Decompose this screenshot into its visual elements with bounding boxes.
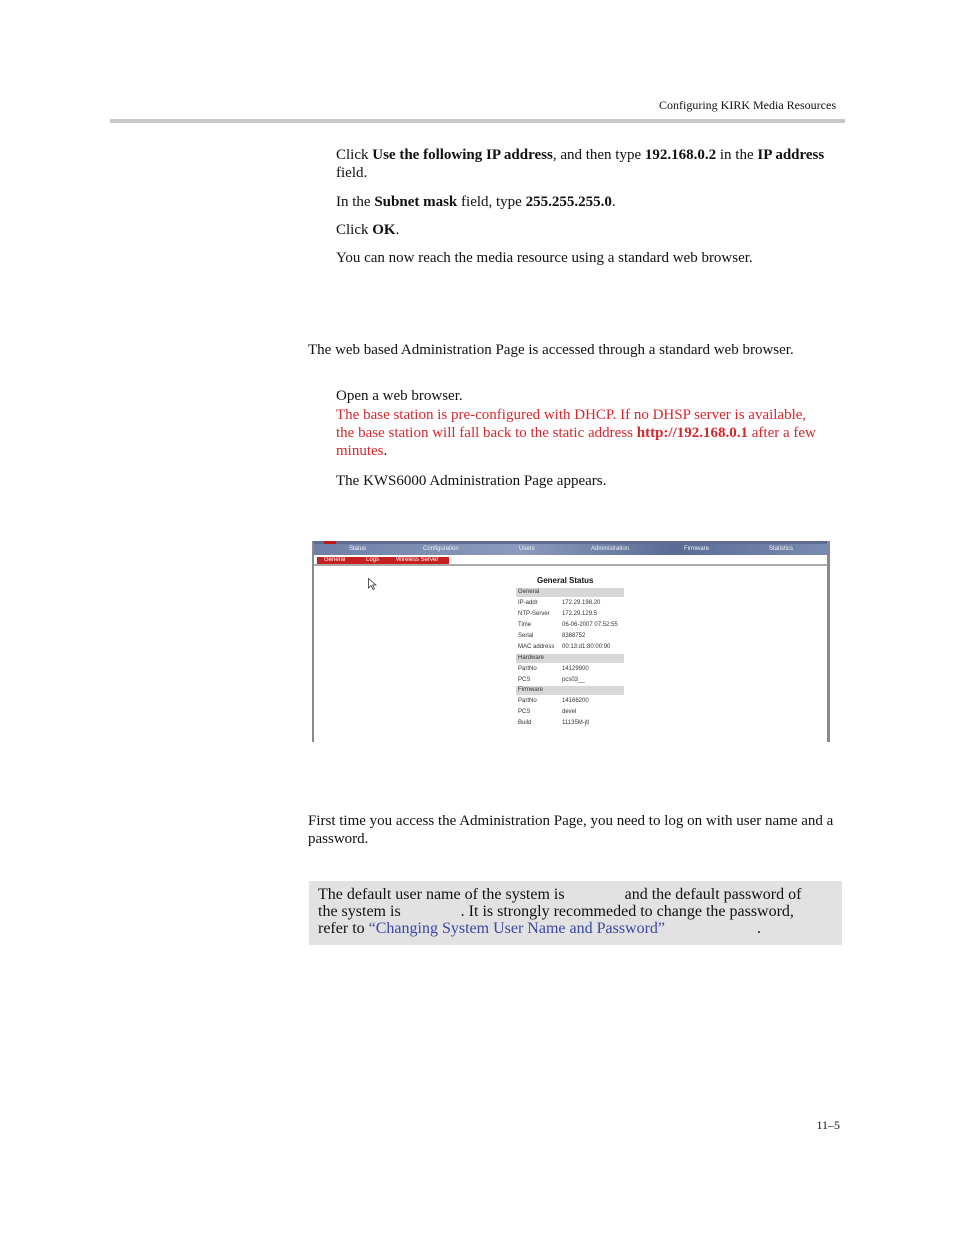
screenshot-left-border	[312, 541, 314, 742]
default-credentials-note	[309, 881, 842, 945]
running-header: Configuring KIRK Media Resources	[659, 98, 836, 112]
step-page-appears: The KWS6000 Administration Page appears.	[336, 473, 607, 489]
mouse-cursor-icon	[368, 578, 377, 590]
general-status-title: General Status	[537, 576, 594, 585]
row-value: 06-06-2007 07:52:55	[562, 622, 618, 628]
section-general-label: General	[518, 589, 540, 595]
row-label: PartNo	[518, 666, 537, 672]
row-value: 172.29.129.5	[562, 611, 598, 617]
step-subnet: In the Subnet mask field, type 255.255.255.0.	[336, 194, 616, 210]
subnav-wireless-server: Wireless Server	[396, 557, 439, 563]
nav-configuration: Configuration	[423, 546, 459, 552]
section-firmware-label: Firmware	[518, 687, 543, 693]
row-label: MAC address	[518, 644, 555, 650]
screenshot-right-border	[827, 541, 830, 742]
subnav-general: General	[324, 557, 346, 563]
row-label: Serial	[518, 633, 534, 639]
page-number: 11–5	[816, 1118, 840, 1132]
step-open-browser: Open a web browser.	[336, 388, 463, 404]
row-label: NTP-Server	[518, 611, 550, 617]
row-label: PCS	[518, 677, 531, 683]
note-text: The default user name of the system is and the default password of the system is . It is strongly recommeded to change the password, refer to “Changing System User Name and Password” .	[318, 886, 802, 937]
row-label: PCS	[518, 709, 531, 715]
row-label: IP-addr	[518, 600, 538, 606]
link-changing-user-name-password[interactable]: “Changing System User Name and Password”	[368, 920, 666, 937]
nav-statistics: Statistics	[769, 546, 794, 552]
intro-paragraph: The web based Administration Page is accessed through a standard web browser.	[308, 342, 794, 358]
step-use-ip: Click Use the following IP address, and then type 192.168.0.2 in the IP address field.	[336, 147, 825, 181]
row-value: 14129900	[562, 666, 589, 672]
logon-paragraph: First time you access the Administration Page, you need to log on with user name and a password.	[308, 813, 834, 847]
step-reach: You can now reach the media resource using a standard web browser.	[336, 250, 753, 266]
screenshot-nav-bar	[314, 544, 827, 555]
header-rule	[110, 119, 845, 123]
row-value: 00:13:d1:80:00:90	[562, 644, 611, 650]
nav-status: Status	[349, 546, 367, 552]
row-value: pcs03__	[562, 677, 585, 683]
row-value: 172.29.198.20	[562, 600, 601, 606]
row-value: 14166200	[562, 698, 589, 704]
subnav-logs: Logs	[366, 557, 380, 563]
row-label: Time	[518, 622, 532, 628]
row-label: PartNo	[518, 698, 537, 704]
nav-administration: Administration	[591, 546, 630, 552]
row-value: 11135M-jtl	[562, 720, 590, 726]
admin-page-screenshot	[312, 541, 830, 742]
dhcp-note: The base station is pre-configured with DHCP. If no DHSP server is available, the base station will fall back to the static address http://192.168.0.1 after a few minutes.	[336, 407, 816, 459]
row-label: Build	[518, 720, 532, 726]
row-value: 8388752	[562, 633, 586, 639]
nav-firmware: Firmware	[684, 546, 709, 552]
row-value: devel	[562, 709, 577, 715]
step-click-ok: Click OK.	[336, 222, 400, 238]
nav-users: Users	[519, 546, 535, 552]
section-hardware-label: Hardware	[518, 655, 545, 661]
